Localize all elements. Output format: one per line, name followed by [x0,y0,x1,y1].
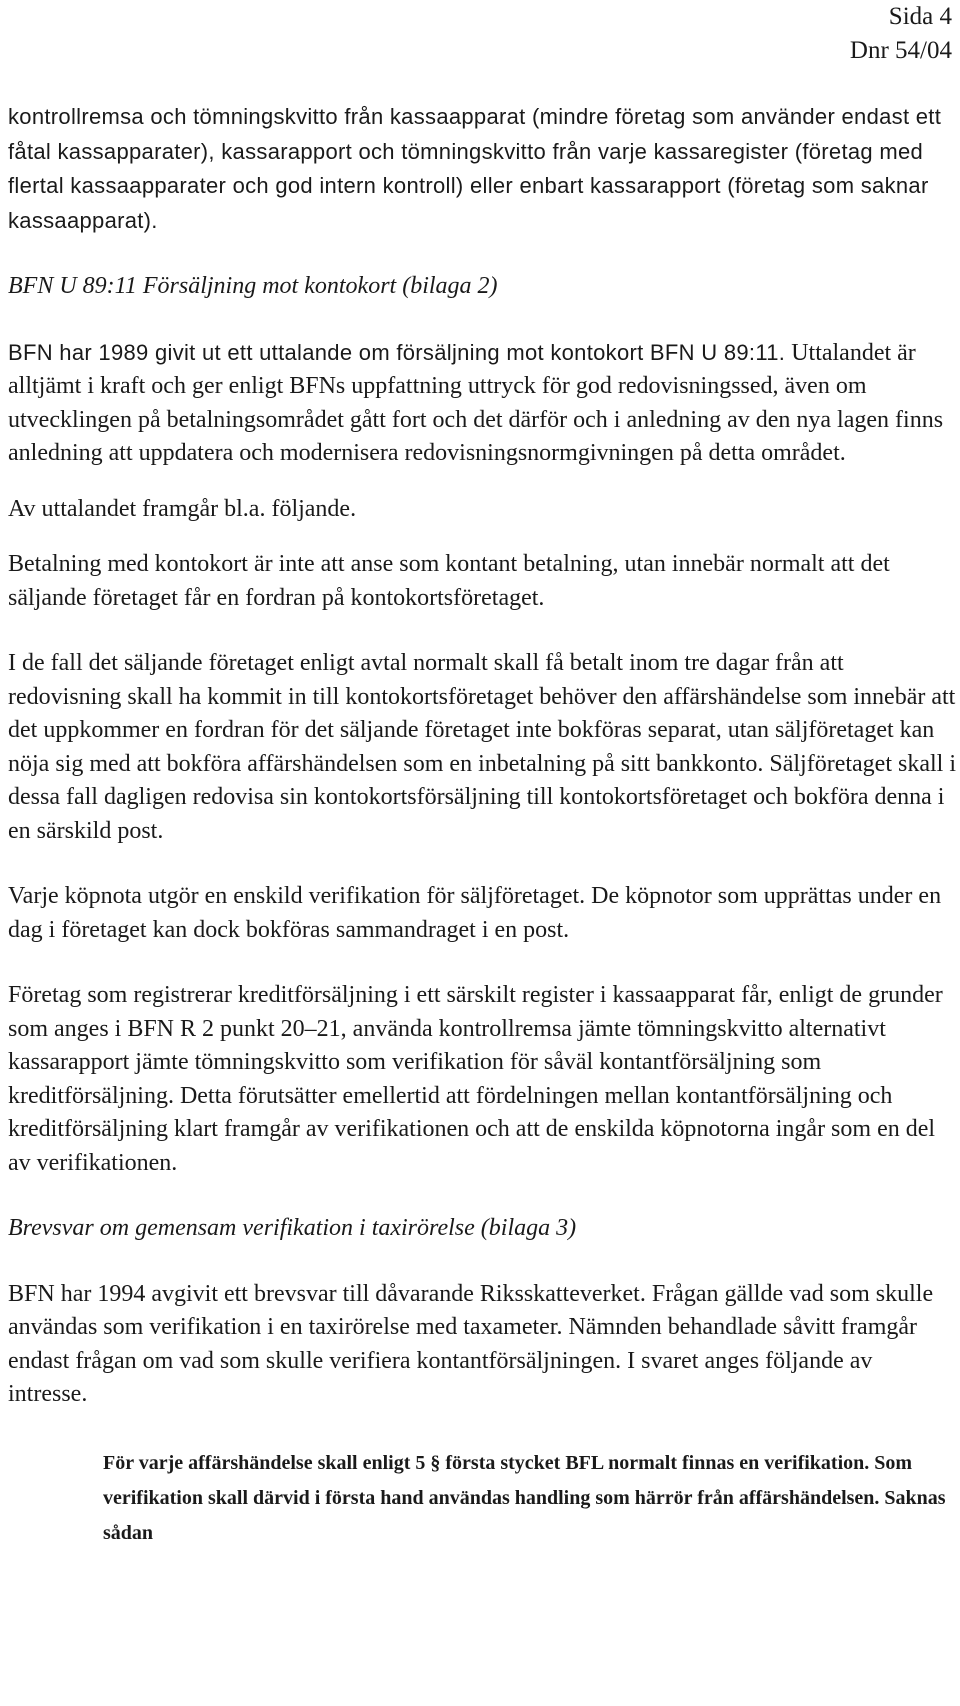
paragraph-lead-text: BFN har 1989 givit ut ett uttalande om försäljning mot kontokort BFN U 89:11. [8,339,786,365]
page-header [850,0,952,68]
paragraph-kontrollremsa [8,100,956,238]
document-reference: Dnr 54/04 [849,37,952,64]
paragraph-kreditforsaljning: Företag som registrerar kreditförsäljning i ett särskilt register i kassaapparat får, enligt de grunder som anges i BFN R 2 punkt 20–21, använda kontrollremsa jämte tömningskvitto alternativt kassarapport jämte tömningskvitto som verifikation för såväl kontantförsäljning som kreditförsäljning. Detta förutsätter emellertid att fördelningen mellan kontantförsäljning och kreditförsäljning klart framgår av verifikationen och att de enskilda köpnotorna ingår som en del av verifikationen. [8,982,943,1176]
paragraph-i-de-fall: I de fall det säljande företaget enligt avtal normalt skall få betalt inom tre dagar från att redovisning skall ha kommit in till kontokortsföretaget behöver den affärshändelse som innebär att det uppkommer en fordran för det säljande företaget inte bokföras separat, utan säljföretaget kan nöja sig med att bokföra affärshändelsen som en inbetalning på sitt bankkonto. Säljföretaget skall i dessa fall dagligen redovisa sin kontokortsförsäljning till kontokortsföretaget och bokföra denna i en särskild post. [8,650,956,844]
paragraph-betalning-kontokort: Betalning med kontokort är inte att anse som kontant betalning, utan innebär normalt att det säljande företaget får en fordran på kontokortsföretaget. [8,551,890,611]
document-body [8,100,956,1551]
paragraph-bfn-1989 [8,336,956,471]
paragraph-bfn-1994: BFN har 1994 avgivit ett brevsvar till dåvarande Riksskatteverket. Frågan gällde vad som skulle användas som verifikation i en taxirörelse med taxameter. Nämnden behandlade såvitt framgår endast frågan om vad som skulle verifiera kontantförsäljningen. I svaret anges följande av intresse. [8,1280,934,1407]
paragraph-text: Uttalandet är alltjämt i kraft och ger enligt BFNs uppfattning uttryck för god redovisningssed, även om utvecklingen på betalningsområdet gått fort och det därför och i anledning av den nya lagen finns anledning att uppdatera och modernisera redovisningsnormgivningen på detta området. [8,339,944,466]
section-heading-brevsvar: Brevsvar om gemensam verifikation i taxirörelse (bilaga 3) [8,1215,577,1241]
paragraph-text: kontrollremsa och tömningskvitto från kassaapparat (mindre företag som använder endast ett fåtal kassapparater), kassarapport och tömningskvitto från varje kassaregister (företag med flertal kassaapparater och god intern kontroll) eller enbart kassarapport (företag som saknar kassaapparat). [8,104,942,233]
quoted-text: För varje affärshändelse skall enligt 5 § första stycket BFL normalt finnas en verifikation. Som verifikation skall därvid i första hand användas handling som härrör från affärshändelsen. Saknas sådan [103,1451,946,1544]
paragraph-av-uttalandet: Av uttalandet framgår bl.a. följande. [8,495,357,522]
page-number: Sida 4 [888,3,952,30]
paragraph-varje-kopnota: Varje köpnota utgör en enskild verifikation för säljföretaget. De köpnotor som upprättas under en dag i företaget kan dock bokföras sammandraget i en post. [8,883,942,943]
section-heading-bfn-u-89-11: BFN U 89:11 Försäljning mot kontokort (bilaga 2) [8,273,498,299]
